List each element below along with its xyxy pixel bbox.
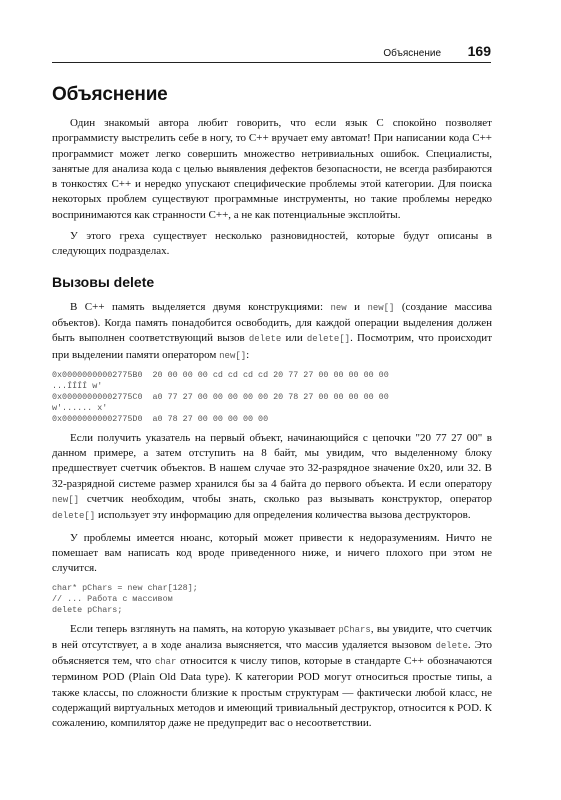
- inline-code: delete: [435, 640, 468, 651]
- subsection-heading-delete: Вызовы delete: [52, 273, 155, 290]
- paragraph: Если теперь взглянуть на память, на которую указывает pChars, вы увидите, что счетчик в ней отсутствует, а в ходе анализа выясняется, что массив удаляется вызовом delete. Это объясняется тем, что char относится к числу типов, которые в стандарте С++ обозначаются термином POD (Plain Old Data type). К категории POD могут относиться простые типы, а также классы, по сложности близкие к простым структурам — фактически любой класс, не содержащий виртуальных методов и имеющий тривиальный деструктор, относится к POD. К сожалению, компилятор даже не предупредит вас о несоответствии.: [52, 622, 493, 730]
- code-line: 0x00000000002775D0 a0 78 27 00 00 00 00 00: [52, 413, 269, 424]
- code-line: w'...... x': [52, 402, 108, 413]
- page-number: 169: [467, 43, 491, 59]
- memory-dump: [52, 370, 492, 425]
- paragraph: Если получить указатель на первый объект, начинающийся с цепочки "20 77 27 00" в данном примере, а затем отступить на 8 байт, мы увидим, что выделенному блоку предшествует счетчик объектов. В нашем случае это 32-разрядное значение 0x20, или 32. В 32-разрядной системе размер хранился бы за 4 байта до первого объекта. И если оператору new[] счетчик необходим, чтобы знать, сколько раз вызывать конструктор, оператор delete[] использует эту информацию для определения количества вызова деструкторов.: [52, 431, 492, 522]
- running-title: Объяснение: [383, 48, 441, 59]
- code-line: // ... Работа с массивом: [52, 593, 173, 604]
- inline-code: delete: [248, 334, 282, 345]
- code-line: char* pChars = new char[128];: [52, 582, 198, 593]
- inline-code: new: [330, 302, 347, 313]
- paragraph: У проблемы имеется нюанс, который может привести к недоразумениям. Ничто не помешает вам написать код вроде приведенного ниже, и ничего плохого при этом не случится.: [52, 531, 492, 575]
- inline-code: char: [154, 657, 177, 668]
- inline-code: new[]: [52, 495, 80, 506]
- section-heading-explanation: Объяснение: [52, 84, 168, 105]
- code-line: ...ÍÍÍÍ w': [52, 380, 103, 391]
- code-line: 0x00000000002775B0 20 00 00 00 cd cd cd cd 20 77 27 00 00 00 00 00: [52, 369, 389, 380]
- inline-code: pChars: [338, 624, 371, 635]
- paragraph: Один знакомый автора любит говорить, что если язык С спокойно позволяет программисту выстрелить себе в ногу, то С++ вручает ему автомат! При написании кода С++ программист может легко совершить множество нетривиальных ошибок. Специалисты, занятые для анализа кода с целью выявления дефектов безопасности, не всегда разбираются в тонкостях С++ и нередко упускают специфические проблемы этой категории. Для поиска некоторых проблем существуют программные инструменты, но такие проблемы нередко воспринимаются как странности С++, а не как потенциальные эксплойты.: [52, 117, 492, 221]
- paragraph: У этого греха существует несколько разновидностей, которые будут описаны в следующих подразделах.: [52, 230, 492, 258]
- inline-code: delete[]: [52, 511, 96, 522]
- code-listing: [52, 583, 492, 616]
- paragraph: В С++ память выделяется двумя конструкциями: new и new[] (создание массива объектов). Когда память понадобится освободить, для каждой операции выделения должен быть выполнен соответствующий вызов delete или delete[]. Посмотрим, что происходит при выделении памяти оператором new[]:: [52, 300, 493, 361]
- inline-code: new[]: [367, 302, 395, 313]
- code-line: delete pChars;: [52, 604, 123, 615]
- code-line: 0x00000000002775C0 a0 77 27 00 00 00 00 00 20 78 27 00 00 00 00 00: [52, 391, 389, 402]
- page-header: [52, 40, 491, 63]
- inline-code: new[]: [219, 350, 247, 361]
- inline-code: delete[]: [306, 334, 351, 345]
- page-content: [52, 84, 492, 738]
